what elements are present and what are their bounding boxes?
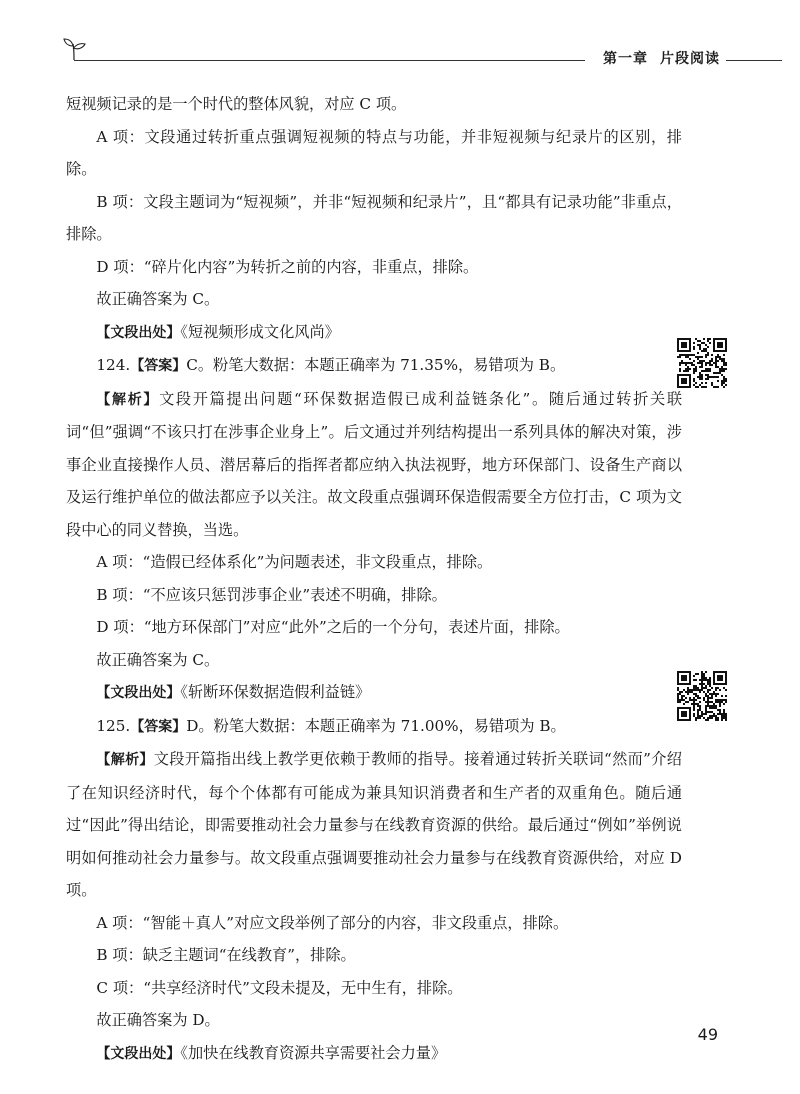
question-number: 124. — [96, 356, 131, 374]
section-tag: 【文段出处】 — [96, 1045, 181, 1062]
paragraph-text: D。粉笔大数据：本题正确率为 71.00%，易错项为 B。 — [186, 716, 566, 735]
paragraph — [66, 383, 682, 547]
paragraph — [66, 186, 682, 251]
paragraph — [66, 939, 682, 972]
header-title — [585, 48, 726, 68]
section-tag: 【解析】 — [96, 752, 154, 768]
paragraph-text: 《加快在线教育资源共享需要社会力量》 — [180, 1043, 447, 1062]
paragraph-text: D 项：“地方环保部门”对应“此外”之后的一个分句，表述片面，排除。 — [96, 618, 570, 636]
paragraph — [66, 644, 682, 677]
paragraph-text: 文段开篇指出线上教学更依赖于教师的指导。接着通过转折关联词“然而”介绍了在知识经济时代，每个个体都有可能成为兼具知识消费者和生产者的双重角色。随后通过“因此”得出结论，即需要推动社会力量参与在线教育资源的供给。最后通过“例如”举例说明如何推动社会力量参与。故文段重点强调要推动社会力量参与在线教育资源供给，对应 D 项。 — [66, 750, 682, 899]
paragraph — [66, 972, 682, 1005]
paragraph — [66, 1037, 682, 1071]
paragraph — [66, 579, 682, 612]
section-tag: 【解析】 — [96, 391, 160, 408]
paragraph — [66, 88, 682, 121]
paragraph — [66, 316, 682, 350]
paragraph — [66, 251, 682, 284]
qr-code-icon[interactable] — [677, 338, 727, 388]
paragraph-text: A 项：文段通过转折重点强调短视频的特点与功能，并非短视频与纪录片的区别，排除。 — [66, 127, 682, 178]
paragraph-text: 《斩断环保数据造假利益链》 — [180, 683, 371, 701]
paragraph — [66, 349, 682, 383]
page-number: 49 — [697, 1025, 718, 1044]
paragraph-text: A 项：“智能＋真人”对应文段举例了部分的内容，非文段重点，排除。 — [96, 913, 569, 932]
paragraph — [66, 907, 682, 940]
paragraph-text: D 项：“碎片化内容”为转折之前的内容，非重点，排除。 — [96, 257, 479, 276]
paragraph — [66, 710, 682, 744]
paragraph — [66, 676, 682, 710]
page-header — [62, 36, 782, 66]
qr-code-icon[interactable] — [677, 671, 727, 721]
paragraph-text: 《短视频形成文化风尚》 — [180, 322, 340, 341]
paragraph-text: C 项：“共享经济时代”文段未提及，无中生有，排除。 — [96, 978, 463, 997]
chapter-label: 第一章 — [603, 51, 648, 67]
paragraph-text: C。粉笔大数据：本题正确率为 71.35%，易错项为 B。 — [186, 356, 566, 374]
paragraph — [66, 121, 682, 186]
section-tag: 【答案】 — [130, 358, 187, 374]
section-label: 片段阅读 — [660, 51, 720, 67]
paragraph-text: 短视频记录的是一个时代的整体风貌，对应 C 项。 — [66, 95, 407, 113]
paragraph-text: 文段开篇提出问题“环保数据造假已成利益链条化”。随后通过转折关联词“但”强调“不该只打在涉事企业身上”。后文通过并列结构提出一系列具体的解决对策，涉事企业直接操作人员、潜居幕后的指挥者都应纳入执法视野，地方环保部门、设备生产商以及运行维护单位的做法都应予以关注。故文段重点强调环保造假需要全方位打击，C 项为文段中心的同义替换，当选。 — [66, 389, 683, 539]
question-number: 125. — [96, 716, 131, 735]
section-tag: 【文段出处】 — [96, 685, 181, 701]
paragraph — [66, 611, 682, 644]
paragraph — [66, 743, 682, 907]
page-content — [66, 88, 682, 1070]
paragraph-text: B 项：文段主题词为“短视频”，并非“短视频和纪录片”，且“都具有记录功能”非重点，排除。 — [66, 192, 682, 243]
paragraph-text: A 项：“造假已经体系化”为问题表述，非文段重点，排除。 — [96, 553, 493, 571]
paragraph-text: 故正确答案为 D。 — [96, 1011, 220, 1029]
paragraph-text: 故正确答案为 C。 — [96, 290, 220, 308]
paragraph-text: B 项：缺乏主题词“在线教育”，排除。 — [96, 946, 356, 964]
paragraph-text: 故正确答案为 C。 — [96, 650, 220, 669]
paragraph — [66, 283, 682, 316]
paragraph-text: B 项：“不应该只惩罚涉事企业”表述不明确，排除。 — [96, 585, 447, 604]
paragraph — [66, 546, 682, 579]
section-tag: 【答案】 — [130, 718, 187, 735]
paragraph — [66, 1004, 682, 1037]
section-tag: 【文段出处】 — [96, 324, 181, 341]
leaf-sprout-icon — [62, 36, 88, 62]
